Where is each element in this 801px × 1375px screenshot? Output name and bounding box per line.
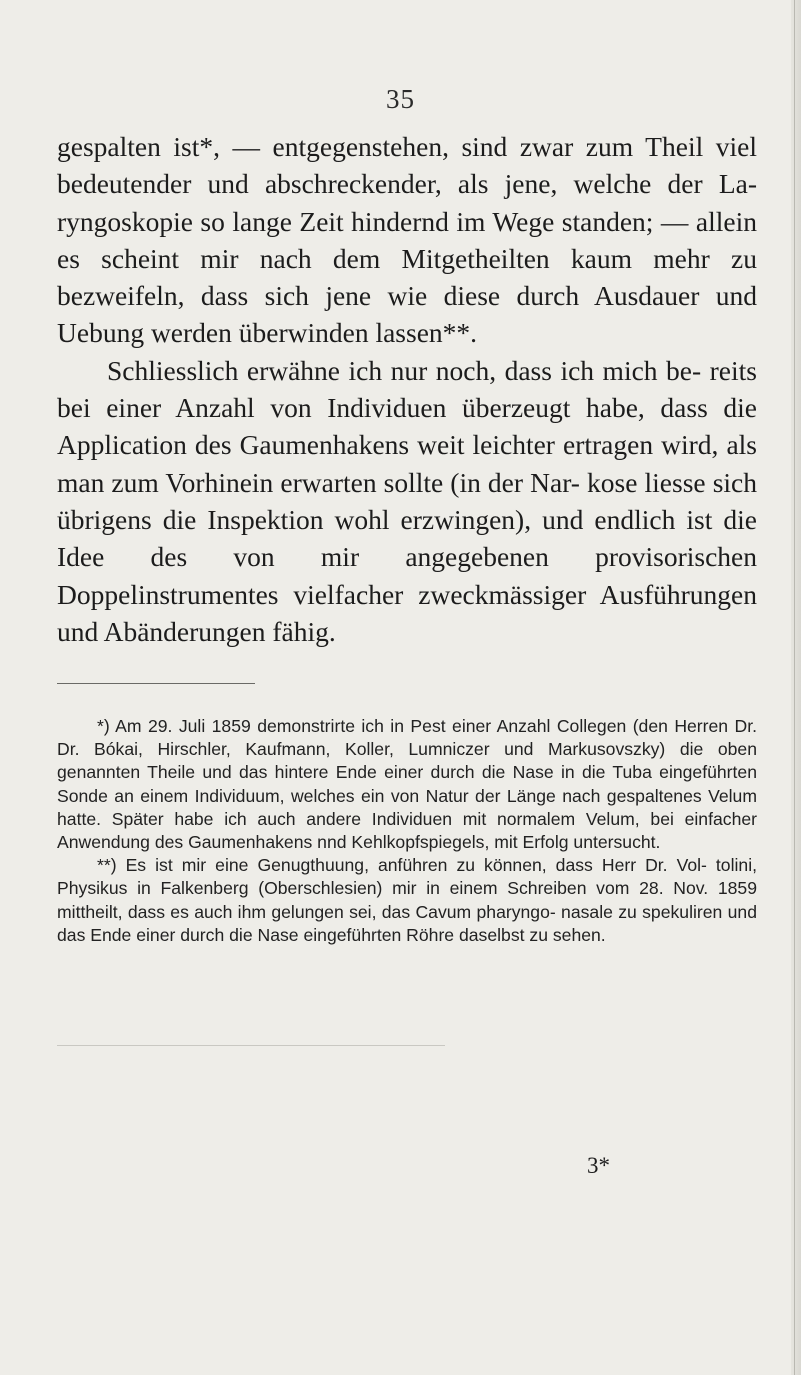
page-number: 35 bbox=[386, 84, 415, 114]
footnote-1: *) Am 29. Juli 1859 demonstrirte ich in Pest einer Anzahl Collegen (den Herren Dr. Dr. Bókai, Hirschler, Kaufmann, Koller, Lumniczer und Markusovszky) die oben genannten Theile und das hintere Ende einer durch die Nase in die Tuba eingeführten Sonde an einem Individuum, welches ein von Natur der Länge nach gespaltenes Velum hatte. Später habe ich auch andere Individuen mit normalem Velum, bei einfacher Anwendung des Gaumenhakens nnd Kehlkopfspiegels, mit Erfolg untersucht. bbox=[57, 716, 757, 853]
main-text bbox=[57, 128, 757, 650]
footnote-2: **) Es ist mir eine Genugthuung, anführen zu können, dass Herr Dr. Vol- tolini, Physikus in Falkenberg (Oberschlesien) mir in einem Schreiben vom 28. Nov. 1859 mittheilt, dass es auch ihm gelungen sei, das Cavum pharyngo- nasale zu spekuliren und das Ende einer durch die Nase eingeführten Röhre daselbst zu sehen. bbox=[57, 855, 757, 945]
page-edge-shadow bbox=[791, 0, 801, 1375]
footnotes bbox=[57, 715, 757, 947]
faint-rule bbox=[57, 1045, 445, 1046]
page-edge-line bbox=[794, 0, 795, 1375]
paragraph-1: gespalten ist*, — entgegenstehen, sind zwar zum Theil viel bedeutender und abschreckender, als jene, welche der La- ryngoskopie so lange Zeit hindernd im Wege standen; — allein es scheint mir nach dem Mitgetheilten kaum mehr zu bezweifeln, dass sich jene wie diese durch Ausdauer und Uebung werden überwinden lassen**. bbox=[57, 131, 757, 349]
signature-mark: 3* bbox=[587, 1153, 610, 1178]
footnote-separator bbox=[57, 683, 255, 684]
paragraph-2: Schliesslich erwähne ich nur noch, dass ich mich be- reits bei einer Anzahl von Individuen überzeugt habe, dass die Application des Gaumenhakens weit leichter ertragen wird, als man zum Vorhinein erwarten sollte (in der Nar- kose liesse sich übrigens die Inspektion wohl erzwingen), und endlich ist die Idee des von mir angegebenen provisorischen Doppelinstrumentes vielfacher zweckmässiger Ausführungen und Abänderungen fähig. bbox=[57, 354, 757, 647]
